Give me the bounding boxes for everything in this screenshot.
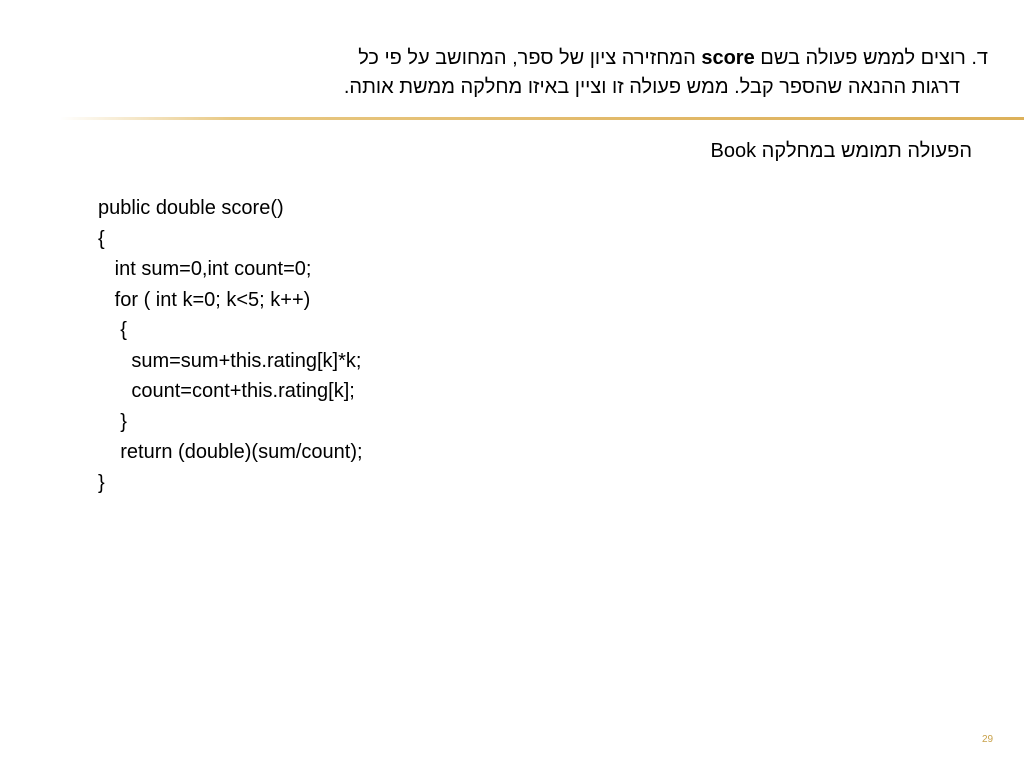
- code-line: {: [98, 227, 105, 250]
- page-number: 29: [982, 734, 994, 745]
- code-line: }: [98, 471, 105, 494]
- code-line: sum=sum+this.rating[k]*k;: [98, 349, 362, 372]
- title-line-1-after: המחזירה ציון של ספר, המחושב על פי כל: [358, 47, 702, 69]
- code-line: return (double)(sum/count);: [98, 441, 363, 463]
- title-divider: [60, 117, 1024, 120]
- slide-subtitle: הפעולה תמומש במחלקה Book: [710, 140, 972, 162]
- code-line: count=cont+this.rating[k];: [98, 380, 355, 402]
- code-line: }: [98, 410, 127, 433]
- title-line-1-before: ד. רוצים לממש פעולה בשם: [754, 47, 988, 69]
- title-line-1: [128, 44, 988, 73]
- title-line-2: דרגות ההנאה שהספר קבל. ממש פעולה זו וציין באיזו מחלקה ממשת אותה.: [343, 76, 960, 98]
- slide-title: [128, 44, 988, 102]
- title-keyword-score: score: [701, 47, 755, 69]
- code-line: {: [98, 319, 127, 341]
- code-block: [98, 193, 363, 498]
- code-line: public double score(): [98, 197, 284, 219]
- code-line: int sum=0,int count=0;: [98, 258, 312, 280]
- code-line: for ( int k=0; k<5; k++): [98, 288, 311, 311]
